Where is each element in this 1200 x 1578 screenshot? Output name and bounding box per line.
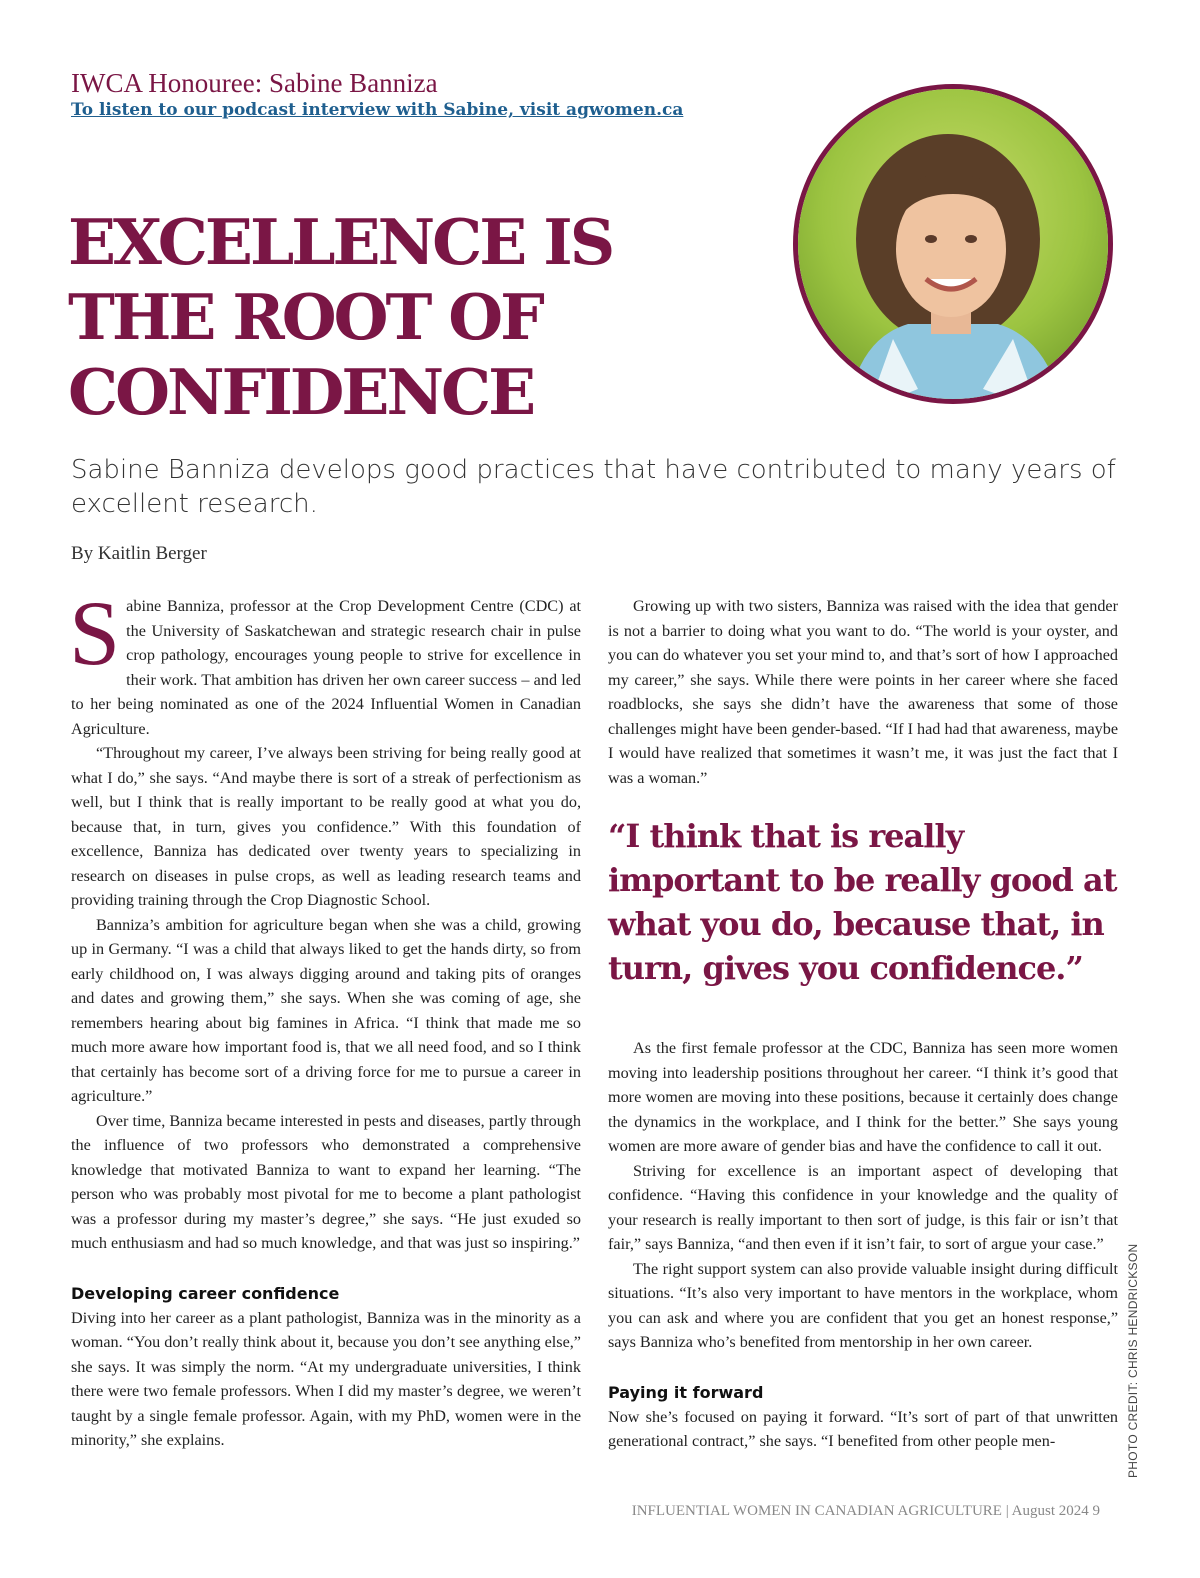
headline-line: THE ROOT OF (68, 280, 542, 354)
portrait-illustration (798, 89, 1108, 399)
portrait-photo (793, 84, 1113, 404)
photo-credit (1126, 1228, 1146, 1478)
article-column-right (608, 594, 1118, 1454)
article-paragraph: Now she’s focused on paying it forward. “It’s sort of part of that unwritten generational contract,” she says. “I benefited from other people men- (608, 1407, 1118, 1450)
headline (68, 205, 768, 430)
headline-line: EXCELLENCE IS (68, 205, 613, 279)
photo-credit-text: PHOTO CREDIT: CHRIS HENDRICKSON (1126, 1243, 1140, 1478)
article-paragraph: The right support system can also provide valuable insight during difficult situations. “It’s also very important to have mentors in the workplace, whom you can ask and where you are confident that you get an honest response,” says Banniza who’s benefited from mentorship in her own career. (608, 1259, 1118, 1351)
article-paragraph: Striving for excellence is an important aspect of developing that confidence. “Having this confidence in your knowledge and the quality of your research is really important to then sort of judge, is this fair or isn’t that fair,” says Banniza, “and then even if it isn’t fair, to sort of argue your case.” (608, 1161, 1118, 1253)
article-paragraph (69, 582, 581, 741)
headline-line: CONFIDENCE (68, 355, 534, 429)
article-paragraph: As the first female professor at the CDC, Banniza has seen more women moving into leadership positions throughout her career. “I think it’s good that more women are moving into these positions, because it certainly does change the dynamics in the workplace, and I think for the better.” She says young women are more aware of gender bias and have the confidence to call it out. (608, 1039, 1118, 1155)
subhead: Developing career confidence (71, 1283, 340, 1303)
deck: Sabine Banniza develops good practices that have contributed to many years of excellent research. (71, 455, 1116, 519)
page-footer: INFLUENTIAL WOMEN IN CANADIAN AGRICULTURE | August 2024 9 (631, 1503, 1100, 1519)
paragraph-text: abine Banniza, professor at the Crop Development Centre (CDC) at the University of Saskatchewan and strategic research chair in pulse crop pathology, encourages young people to strive for excellence in their work. That ambition has driven her own career success – and led to her being nominated as one of the 2024 Influential Women in Canadian Agriculture. (71, 597, 581, 738)
article-paragraph: “Throughout my career, I’ve always been striving for being really good at what I do,” she says. “And maybe there is sort of a streak of perfectionism as well, but I think that is really important to be really good at what you do, because that, in turn, gives you confidence.” With this foundation of excellence, Banniza has dedicated over twenty years to specializing in research on diseases in pulse crops, as well as leading research teams and providing training through the Crop Diagnostic School. (71, 744, 581, 909)
article-paragraph: Banniza’s ambition for agriculture began when she was a child, growing up in Germany. “I was a child that always liked to get the hands dirty, so from early childhood on, I was always digging around and taking pits of oranges and dates and growing them,” she says. When she was coming of age, she remembers hearing about big famines in Africa. “I think that made me so much more aware how important food is, that we all need food, and so I think that certainly has become sort of a driving force for me to pursue a career in agriculture.” (71, 915, 581, 1105)
byline: By Kaitlin Berger (71, 543, 207, 564)
pull-quote: “I think that is really important to be really good at what you do, because that, in turn, gives you confidence.” (608, 817, 1117, 987)
article-paragraph: Diving into her career as a plant pathologist, Banniza was in the minority as a woman. “You don’t really think about it, because you don’t see anything else,” she says. It was simply the norm. “At my undergraduate universities, I think there were two female professors. When I did my master’s degree, we weren’t taught by a single female professor. Again, with my PhD, women were in the minority,” she explains. (71, 1308, 581, 1449)
podcast-link[interactable]: To listen to our podcast interview with Sabine, visit agwomen.ca (71, 100, 684, 120)
article-paragraph: Growing up with two sisters, Banniza was raised with the idea that gender is not a barrier to doing what you want to do. “The world is your oyster, and you can do whatever you set your mind to, and that’s sort of how I approached my career,” she says. While there were points in her career where she faced roadblocks, she says she didn’t have the awareness that some of those challenges might have been gender-based. “If I had had that awareness, maybe I would have realized that sometimes it wasn’t me, it was just the fact that I was a woman.” (608, 597, 1118, 787)
article-paragraph: Over time, Banniza became interested in pests and diseases, partly through the influence of two professors who demonstrated a comprehensive knowledge that motivated Banniza to want to expand her learning. “The person who was probably most pivotal for me to become a plant pathologist was a professor during my master’s degree,” she says. “He just exuded so much enthusiasm and had so much knowledge, and that was just so inspiring.” (71, 1111, 581, 1252)
kicker: IWCA Honouree: Sabine Banniza (71, 68, 438, 98)
article-column-left (69, 582, 581, 1453)
drop-cap: S (69, 582, 121, 684)
subhead: Paying it forward (608, 1382, 764, 1402)
